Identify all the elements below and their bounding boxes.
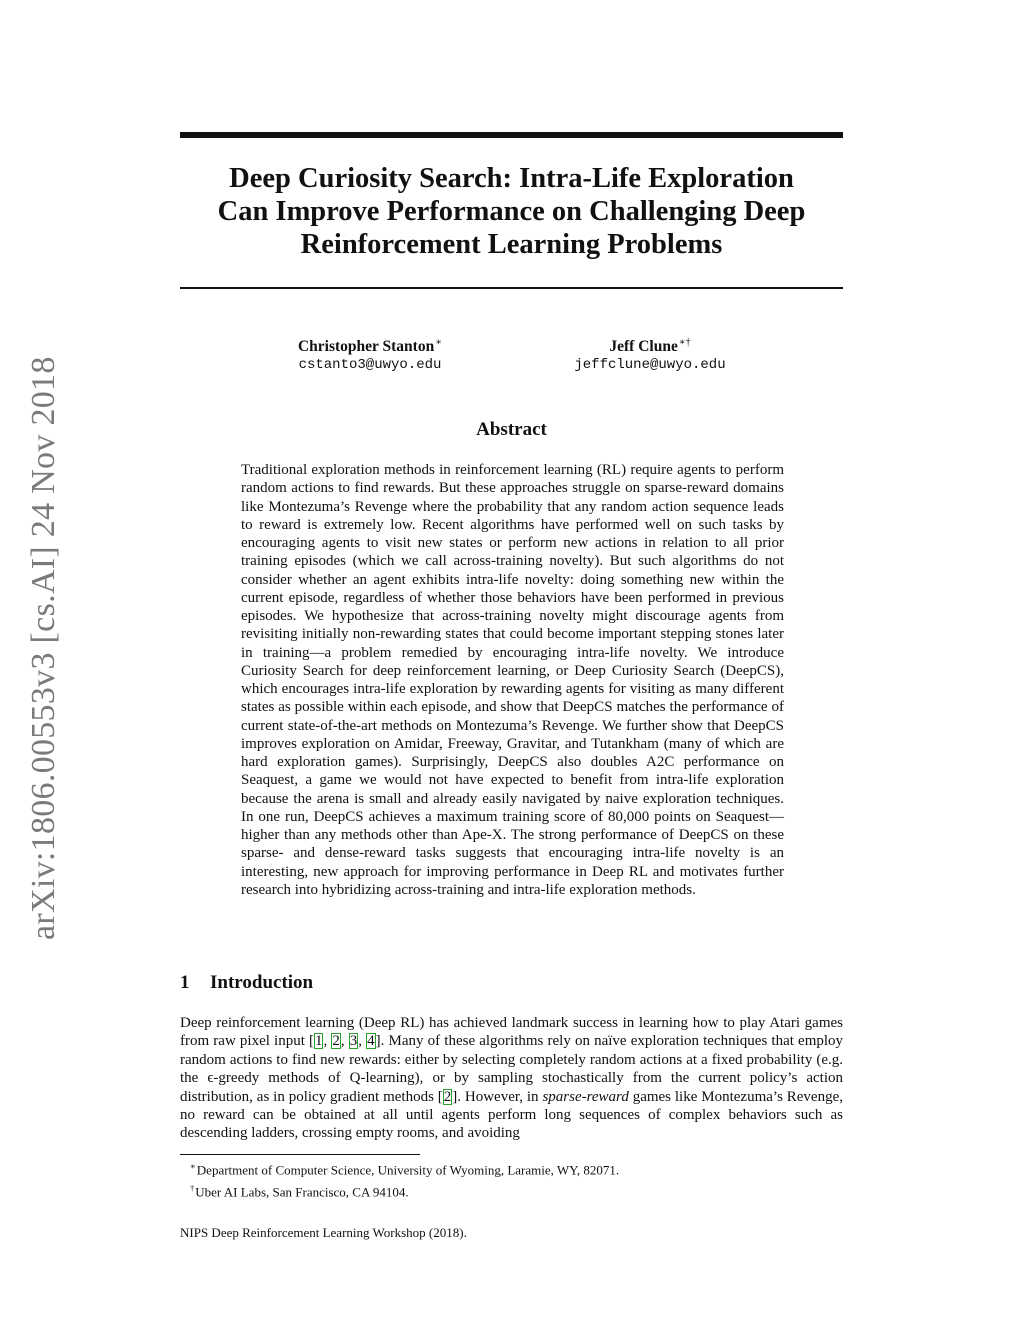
- title-top-rule: [180, 132, 843, 138]
- section-heading-introduction: [180, 972, 313, 994]
- intro-text: games like Montezuma’s Revenge, no reward can be obtained at all until agents perform long sequences of complex behaviors such as descending ladders, crossing empty rooms, and avoiding: [180, 1088, 844, 1142]
- abstract-heading: Abstract: [476, 419, 547, 440]
- title-line: Can Improve Performance on Challenging Deep: [217, 196, 806, 227]
- author-stanton: [240, 333, 500, 375]
- section-title: Introduction: [210, 972, 314, 993]
- footnote-text: Department of Computer Science, University of Wyoming, Laramie, WY, 82071.: [196, 1162, 620, 1178]
- introduction-paragraph: [180, 1014, 843, 1143]
- citation-link[interactable]: 2: [332, 1033, 340, 1050]
- footnote-mark: †: [190, 1183, 195, 1194]
- footnote-mark: ∗: [190, 1161, 196, 1171]
- emphasis-text: sparse-reward: [542, 1088, 629, 1105]
- abstract-text: Traditional exploration methods in reinforcement learning (RL) require agents to perform random actions to find rewards. But these approaches struggle on sparse-reward domains like Montezuma’s Revenge where the probability that any random action sequence leads to reward is extremely low. Recent algorithms have performed well on such tasks by encouraging agents to visit new states or perform new actions in relation to all prior training episodes (which we call across-training novelty). But such algorithms do not consider whether an agent exhibits intra-life novelty: doing something new within the current episode, regardless of whether those behaviors have been performed in previous episodes. We hypothesize that across-training novelty might discourage agents from revisiting initially non-rewarding states that could become important stepping stones later in training—a problem remedied by encouraging intra-life novelty. We introduce Curiosity Search for deep reinforcement learning, or Deep Curiosity Search (DeepCS), which encourages intra-life exploration by rewarding agents for visiting as many different states as possible within each episode, and show that DeepCS matches the performance of current state-of-the-art methods on Montezuma’s Revenge. We further show that DeepCS improves exploration on Amidar, Freeway, Gravitar, and Tutankham (many of which are hard exploration games). Surprisingly, DeepCS also doubles A2C performance on Seaquest, a game we would not have expected to benefit from intra-life exploration because the arena is small and already easily navigated by naive exploration techniques. In one run, DeepCS achieves a maximum training score of 80,000 points on Seaquest—higher than any methods other than Ape-X. The strong performance of DeepCS on these sparse- and dense-reward tasks suggests that encouraging intra-life novelty is an interesting, new approach for improving performance in Deep RL and motivates further research into hybridizing across-training and intra-life exploration methods.: [241, 462, 784, 898]
- author-block: [180, 333, 843, 383]
- venue-note: NIPS Deep Reinforcement Learning Workshop (2018).: [180, 1225, 467, 1240]
- footnote-rule: [180, 1154, 420, 1155]
- intro-text: Deep reinforcement learning (Deep RL) has achieved landmark success in learning how to play Atari games from raw pixel input [: [180, 1015, 843, 1050]
- citation-separator: ,: [340, 1033, 349, 1050]
- author-name: Christopher Stanton: [297, 338, 435, 356]
- author-name: Jeff Clune: [609, 338, 678, 356]
- author-email: jeffclune@uwyo.edu: [574, 357, 726, 374]
- citation-separator: ,: [358, 1033, 367, 1050]
- citation-link[interactable]: 3: [349, 1033, 358, 1050]
- title-bottom-rule: [180, 287, 843, 289]
- footnotes: [190, 1157, 830, 1202]
- author-email: cstanto3@uwyo.edu: [298, 357, 442, 374]
- title-line: Reinforcement Learning Problems: [300, 229, 723, 260]
- author-clune: [520, 333, 780, 375]
- arxiv-identifier: arXiv:1806.00553v3 [cs.AI] 24 Nov 2018: [25, 356, 62, 940]
- intro-text: ]. However, in: [452, 1088, 543, 1105]
- affiliation-mark: ∗†: [678, 337, 691, 348]
- footnote: [190, 1157, 830, 1179]
- citation-link[interactable]: 4: [367, 1033, 375, 1050]
- title-line: Deep Curiosity Search: Intra-Life Exploration: [229, 163, 794, 194]
- citation-link[interactable]: 1: [314, 1033, 323, 1050]
- affiliation-mark: ∗: [435, 337, 443, 348]
- footnote: [190, 1179, 830, 1201]
- section-number: 1: [180, 972, 190, 993]
- paper-title: [180, 162, 843, 261]
- citation-link[interactable]: 2: [443, 1088, 452, 1105]
- footnote-text: Uber AI Labs, San Francisco, CA 94104.: [195, 1184, 409, 1200]
- intro-text: ]. Many of these algorithms rely on naïve exploration techniques that employ random actions to find new rewards: either by selecting completely random actions at a fixed probability (e.g. the ϵ-greedy methods of Q-learning), or by sampling stochastically from the current policy’s action distribution, as in policy gradient methods [: [180, 1033, 844, 1105]
- citation-separator: ,: [323, 1033, 332, 1050]
